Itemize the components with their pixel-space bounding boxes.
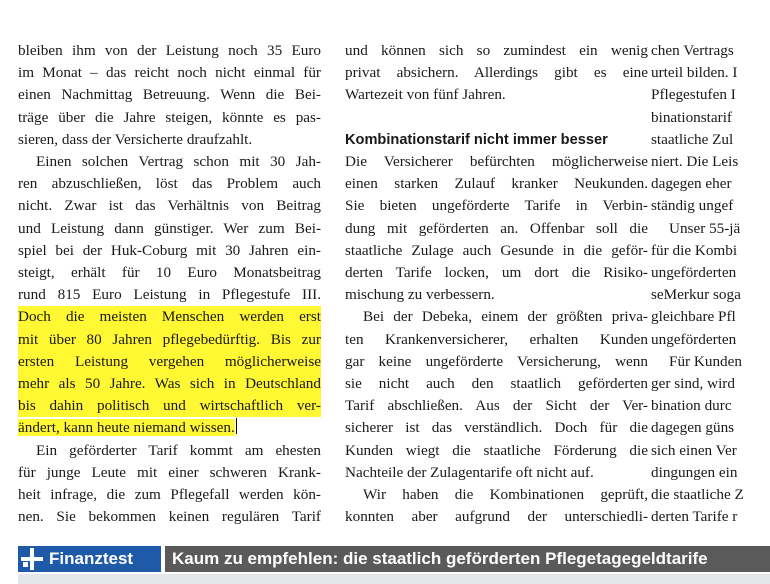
text-line: derten Tarife r bbox=[651, 508, 738, 526]
article-column-2 bbox=[345, 40, 648, 528]
text-line: bleiben ihm von der Leistung noch 35 Euro bbox=[18, 42, 321, 59]
highlighted-text-line: Doch die meisten Menschen werden erst bbox=[18, 306, 321, 328]
text-line: ungeförderten bbox=[651, 264, 737, 282]
text-line: dagegen güns bbox=[651, 419, 735, 437]
text-line: urteil bilden. I bbox=[651, 64, 738, 82]
banner-title: Kaum zu empfehlen: die staatlich geförderten Pflegetagegeldtarife bbox=[172, 549, 708, 568]
text-line: Pflegestufen I bbox=[651, 86, 736, 104]
highlight-span: ändert, kann heute niemand wissen. bbox=[18, 419, 235, 437]
text-line: Nachteile der Zulagentarife oft nicht auf. bbox=[345, 463, 594, 481]
text-line: seMerkur soga bbox=[651, 286, 741, 304]
text-line: privat absichern. Allerdings gibt es eine bbox=[345, 64, 648, 82]
article-column-3 bbox=[651, 40, 770, 528]
highlighted-text-line: ersten Leistung vergehen möglicherweise bbox=[18, 351, 321, 373]
text-line: gleichbare Pfl bbox=[651, 308, 736, 326]
brand-name: Finanztest bbox=[49, 549, 134, 568]
text-line: sich einen Ver bbox=[651, 441, 737, 459]
text-line: steigt, erhält für 10 Euro Monatsbeitrag bbox=[18, 264, 321, 282]
text-line: gar keine ungeförderte Versicherung, wenn bbox=[345, 352, 648, 370]
text-line: ren abzuschließen, löst das Problem auch bbox=[18, 175, 321, 193]
text-line: für junge Leute mit einer schweren Krank- bbox=[18, 463, 321, 481]
text-line: Wir haben die Kombinationen geprüft, bbox=[363, 486, 648, 504]
text-line: einen Nachmittag Betreuung. Wenn die Bei- bbox=[18, 86, 321, 104]
text-line: Tarif abschließen. Aus der Sicht der Ver- bbox=[345, 397, 648, 415]
text-line: sie nicht auch den staatlich geförderten bbox=[345, 375, 648, 393]
text-line: konnten aber aufgrund der unterschiedli- bbox=[345, 508, 648, 526]
highlighted-text-line-last bbox=[18, 417, 321, 439]
finanztest-cross-icon bbox=[21, 548, 43, 570]
text-line: dingungen ein bbox=[651, 463, 738, 481]
section-heading: Kombinationstarif nicht immer besser bbox=[345, 131, 608, 148]
text-line: Unser 55-jä bbox=[669, 219, 741, 237]
text-line: chen Vertrags bbox=[651, 42, 734, 59]
table-header-strip bbox=[18, 574, 770, 584]
paragraph-gap bbox=[345, 107, 648, 129]
text-line: im Monat – das reicht noch nicht einmal für bbox=[18, 64, 321, 82]
text-line: für die Kombi bbox=[651, 241, 738, 259]
text-line: und können sich so zumindest ein wenig bbox=[345, 42, 648, 59]
text-line: staatliche Zulage auch Gesunde in die geför- bbox=[345, 241, 648, 259]
text-line: Einen solchen Vertrag schon mit 30 Jah- bbox=[36, 153, 321, 171]
highlighted-text-line: bis dahin politisch und wirtschaftlich ver- bbox=[18, 395, 321, 417]
article-column-1 bbox=[18, 40, 321, 528]
text-line: ger sind, wird bbox=[651, 375, 735, 393]
text-line: rund 815 Euro Leistung in Pflegestufe III. bbox=[18, 286, 321, 304]
text-line: dagegen eher bbox=[651, 175, 732, 193]
text-line: mischung zu verbessern. bbox=[345, 286, 495, 304]
text-line: Bei der Debeka, einem der größten priva- bbox=[363, 308, 648, 326]
text-line: ständig ungef bbox=[651, 197, 734, 215]
finanztest-banner bbox=[18, 546, 770, 572]
text-line: binationstarif bbox=[651, 108, 732, 126]
text-line: bination durc bbox=[651, 397, 732, 415]
text-cursor bbox=[236, 418, 237, 434]
text-line: einen starken Zulauf kranker Neukunden. bbox=[345, 175, 648, 193]
text-line: staatliche Zul bbox=[651, 130, 734, 148]
text-line: dung mit geförderten an. Offenbar soll die bbox=[345, 219, 648, 237]
text-line: ten Krankenversicherer, erhalten Kunden bbox=[345, 330, 648, 348]
text-line: Wartezeit von fünf Jahren. bbox=[345, 86, 506, 104]
highlighted-text-line: mit über 80 Jahren pflegebedürftig. Bis zur bbox=[18, 329, 321, 351]
text-line: spiel bei der Huk-Coburg mit 30 Jahren ein- bbox=[18, 241, 321, 259]
text-line: nen. Sie bekommen keinen regulären Tarif bbox=[18, 508, 321, 526]
text-line: träge über die Jahre steigen, könnte es pas- bbox=[18, 108, 321, 126]
text-line: ungeförderten bbox=[651, 330, 737, 348]
text-line: nicht. Zwar ist das Verhältnis von Beitrag bbox=[18, 197, 321, 215]
banner-title-bar bbox=[165, 546, 770, 572]
text-line: Kunden wiegt die staatliche Förderung die bbox=[345, 441, 648, 459]
text-line: Die Versicherer befürchten möglicherweise bbox=[345, 153, 648, 170]
text-line: sicherer ist das verständlich. Doch für die bbox=[345, 419, 648, 437]
text-line: Für Kunden bbox=[669, 352, 742, 370]
text-line: sieren, dass der Versicherte draufzahlt. bbox=[18, 130, 253, 148]
text-line: derten Tarife locken, um dort die Risiko- bbox=[345, 264, 648, 282]
text-line: heit infrage, die zum Pflegefall werden kön- bbox=[18, 486, 321, 504]
text-line: Sie bieten ungeförderte Tarife in Verbin- bbox=[345, 197, 648, 215]
text-line: niert. Die Leis bbox=[651, 153, 739, 171]
highlighted-text-line: mehr als 50 Jahre. Was sich in Deutschland bbox=[18, 373, 321, 395]
text-line: die staatliche Z bbox=[651, 486, 744, 504]
text-line: und Leistung dann günstiger. Wer zum Bei- bbox=[18, 219, 321, 237]
text-line: Ein geförderter Tarif kommt am ehesten bbox=[36, 441, 321, 459]
finanztest-logo bbox=[18, 546, 161, 572]
